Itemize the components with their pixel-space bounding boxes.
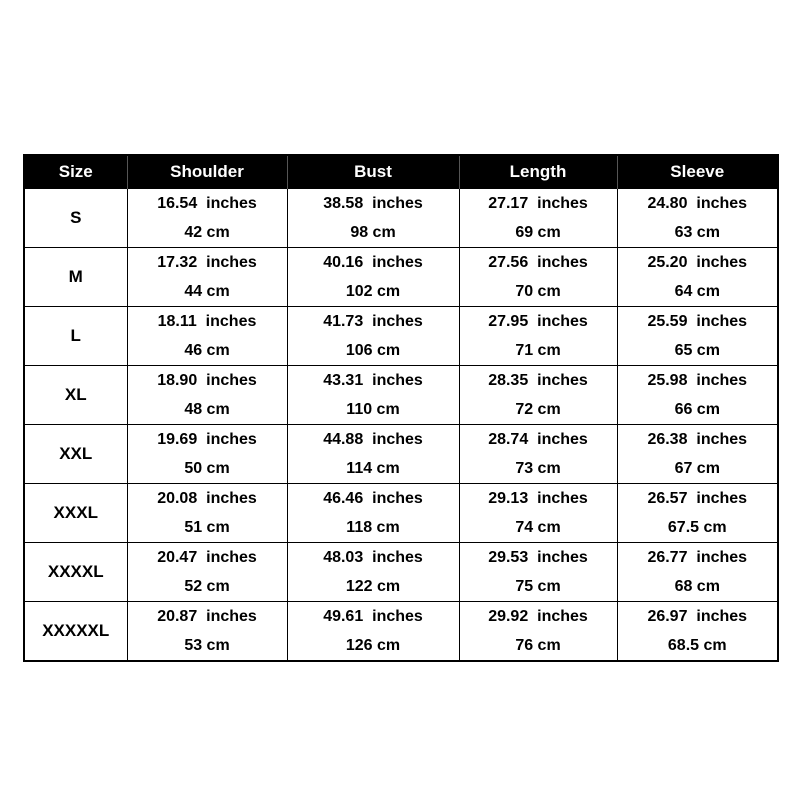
sleeve-cm-value: 65 cm	[674, 342, 720, 359]
length-cell	[459, 189, 617, 248]
bust-cell	[287, 425, 459, 484]
sleeve-cm-value: 67.5 cm	[667, 519, 727, 536]
shoulder-cm-value: 42 cm	[184, 224, 230, 241]
shoulder-cell	[127, 248, 287, 307]
length-cm-value: 73 cm	[515, 460, 561, 477]
table-row	[24, 543, 778, 602]
length-inches-value: 27.17 inches	[488, 195, 588, 212]
length-inches-value: 29.92 inches	[488, 608, 588, 625]
length-cm-value: 70 cm	[515, 283, 561, 300]
shoulder-inches-value: 18.90 inches	[157, 372, 257, 389]
bust-cell	[287, 189, 459, 248]
length-inches-value: 27.56 inches	[488, 254, 588, 271]
sleeve-inches-value: 25.20 inches	[647, 254, 748, 271]
length-cell	[459, 602, 617, 662]
table-row	[24, 248, 778, 307]
sleeve-cell	[617, 484, 778, 543]
bust-inches-value: 49.61 inches	[323, 608, 423, 625]
shoulder-inches-value: 18.11 inches	[157, 313, 257, 330]
length-inches-value: 27.95 inches	[488, 313, 588, 330]
shoulder-cell	[127, 543, 287, 602]
shoulder-cm-value: 52 cm	[184, 578, 230, 595]
table-header	[24, 155, 778, 189]
header-bust: Bust	[287, 155, 459, 189]
bust-cell	[287, 248, 459, 307]
bust-inches-value: 46.46 inches	[323, 490, 423, 507]
length-inches-value: 29.13 inches	[488, 490, 588, 507]
bust-cm-value: 126 cm	[345, 637, 401, 654]
header-row	[24, 155, 778, 189]
header-size: Size	[24, 155, 127, 189]
size-cell: XXL	[24, 425, 127, 484]
shoulder-inches-value: 19.69 inches	[157, 431, 257, 448]
size-cell: S	[24, 189, 127, 248]
table-row	[24, 307, 778, 366]
sleeve-cell	[617, 248, 778, 307]
shoulder-cm-value: 44 cm	[184, 283, 230, 300]
shoulder-inches-value: 16.54 inches	[157, 195, 257, 212]
sleeve-cm-value: 68.5 cm	[667, 637, 727, 654]
sleeve-cm-value: 67 cm	[674, 460, 720, 477]
shoulder-cm-value: 48 cm	[184, 401, 230, 418]
sleeve-inches-value: 24.80 inches	[647, 195, 748, 212]
bust-cm-value: 114 cm	[346, 460, 400, 477]
bust-inches-value: 44.88 inches	[323, 431, 423, 448]
sleeve-cell	[617, 366, 778, 425]
length-inches-value: 29.53 inches	[488, 549, 588, 566]
shoulder-cm-value: 53 cm	[184, 637, 230, 654]
table-row	[24, 484, 778, 543]
bust-cell	[287, 307, 459, 366]
length-inches-value: 28.74 inches	[488, 431, 588, 448]
length-cell	[459, 543, 617, 602]
size-cell: XL	[24, 366, 127, 425]
table-row	[24, 602, 778, 662]
header-sleeve: Sleeve	[617, 155, 778, 189]
sleeve-cell	[617, 602, 778, 662]
table-body	[24, 189, 778, 662]
bust-cell	[287, 366, 459, 425]
bust-cm-value: 122 cm	[345, 578, 401, 595]
sleeve-cm-value: 64 cm	[674, 283, 720, 300]
sleeve-inches-value: 26.38 inches	[647, 431, 748, 448]
bust-inches-value: 40.16 inches	[323, 254, 423, 271]
length-cell	[459, 248, 617, 307]
bust-cm-value: 110 cm	[346, 401, 400, 418]
shoulder-cm-value: 46 cm	[184, 342, 230, 359]
bust-inches-value: 38.58 inches	[323, 195, 423, 212]
bust-cm-value: 98 cm	[350, 224, 396, 241]
sleeve-cell	[617, 189, 778, 248]
length-inches-value: 28.35 inches	[488, 372, 588, 389]
shoulder-inches-value: 20.08 inches	[157, 490, 257, 507]
shoulder-cell	[127, 425, 287, 484]
sleeve-inches-value: 25.98 inches	[647, 372, 748, 389]
bust-cell	[287, 602, 459, 662]
shoulder-cell	[127, 307, 287, 366]
length-cm-value: 75 cm	[515, 578, 561, 595]
sleeve-cell	[617, 307, 778, 366]
shoulder-cell	[127, 484, 287, 543]
sleeve-cell	[617, 543, 778, 602]
header-length: Length	[459, 155, 617, 189]
length-cell	[459, 484, 617, 543]
table-row	[24, 189, 778, 248]
size-cell: M	[24, 248, 127, 307]
shoulder-inches-value: 17.32 inches	[157, 254, 257, 271]
sleeve-cm-value: 66 cm	[674, 401, 720, 418]
size-cell: XXXXXL	[24, 602, 127, 662]
bust-cm-value: 118 cm	[346, 519, 400, 536]
length-cm-value: 74 cm	[515, 519, 561, 536]
size-chart-table	[23, 154, 779, 662]
bust-cell	[287, 543, 459, 602]
length-cell	[459, 425, 617, 484]
sleeve-inches-value: 25.59 inches	[647, 313, 748, 330]
bust-inches-value: 48.03 inches	[323, 549, 423, 566]
size-cell: XXXXL	[24, 543, 127, 602]
shoulder-cm-value: 51 cm	[184, 519, 230, 536]
table-row	[24, 366, 778, 425]
length-cm-value: 69 cm	[515, 224, 561, 241]
size-cell: L	[24, 307, 127, 366]
size-cell: XXXL	[24, 484, 127, 543]
shoulder-cell	[127, 189, 287, 248]
length-cm-value: 71 cm	[515, 342, 561, 359]
sleeve-inches-value: 26.77 inches	[647, 549, 748, 566]
header-shoulder: Shoulder	[127, 155, 287, 189]
sleeve-cm-value: 63 cm	[674, 224, 720, 241]
sleeve-cm-value: 68 cm	[674, 578, 720, 595]
sleeve-inches-value: 26.57 inches	[647, 490, 748, 507]
table-row	[24, 425, 778, 484]
sleeve-cell	[617, 425, 778, 484]
length-cell	[459, 366, 617, 425]
bust-cm-value: 102 cm	[345, 283, 401, 300]
bust-cell	[287, 484, 459, 543]
bust-cm-value: 106 cm	[345, 342, 401, 359]
bust-inches-value: 41.73 inches	[323, 313, 423, 330]
bust-inches-value: 43.31 inches	[323, 372, 423, 389]
shoulder-inches-value: 20.47 inches	[157, 549, 257, 566]
shoulder-cm-value: 50 cm	[184, 460, 230, 477]
shoulder-cell	[127, 602, 287, 662]
shoulder-cell	[127, 366, 287, 425]
length-cm-value: 72 cm	[515, 401, 561, 418]
length-cm-value: 76 cm	[515, 637, 561, 654]
shoulder-inches-value: 20.87 inches	[157, 608, 257, 625]
sleeve-inches-value: 26.97 inches	[647, 608, 748, 625]
length-cell	[459, 307, 617, 366]
